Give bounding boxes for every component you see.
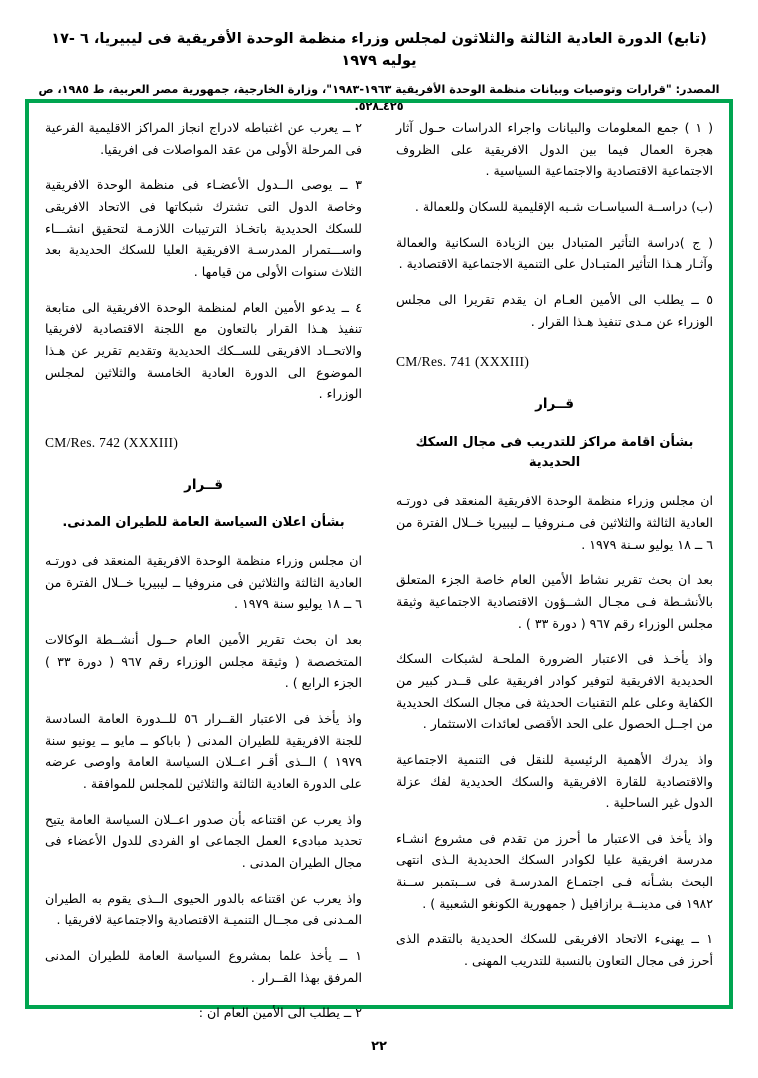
paragraph: واذ يعرب عن اقتناعه بالدور الحيوى الــذى يقوم به الطيران المـدنى فى مجــال التنميـة الاقتصادية والاجتماعية لافريقيا . [45,890,362,928]
paragraph: ١ ــ يأخذ علما بمشروع السياسة العامة للطيران المدنى المرفق بهذا القــرار . [45,947,362,985]
paragraph: ان مجلس وزراء منظمة الوحدة الافريقية المنعقد فى دورتـه العادية الثالثة والثلاثين فى منروفيا ــ ليبيريا خــلال الفترة من ٦ ــ ١٨ يوليو سنة ١٩٧٩ . [45,553,362,612]
paragraph: ان مجلس وزراء منظمة الوحدة الافريقية المنعقد فى دورتـه العادية الثالثة والثلاثين فى مـنروفيا ــ ليبيريا خــلال الفترة من ٦ ــ ١٨ يوليو سـنة ١٩٧٩ . [396,493,713,552]
paragraph: واذ يأخـذ فى الاعتبار الضرورة الملحـة لشبكات السكك الحديدية الافريقية لتوفير كوادر افريقية على قــدر كبير من الكفاية وعلى علم التقنيات الحديثة فى مجال السكك الحديدية من اجــل الحصول على الحد الأقصى لعائدات الاستثمار . [396,651,713,732]
paragraph: ( ج )دراسة التأثير المتبادل بين الزيادة السكانية والعمالة وآثـار هـذا التأثير المتبـادل على التنمية الاجتماعية الاقتصادية . [396,234,713,272]
resolution-subject: بشأن اقامة مراكز للتدريب فى مجال السكك الحديدية [415,434,694,471]
paragraph: ٥ ــ يطلب الى الأمين العـام ان يقدم تقريرا الى مجلس الوزراء عن مـدى تنفيذ هـذا القرار . [396,291,713,329]
paragraph: بعد ان بحث تقرير نشاط الأمين العام خاصة الجزء المتعلق بالأنشـطة فـى مجـال الشــؤون الاقتصادية الاجتماعية وثيقة مجلس الوزراء رقم ٩٦٧ ( دورة ٣٣ ) . [396,572,713,631]
header-title: (تابع) الدورة العادية الثالثة والثلاثون لمجلس وزراء منظمة الوحدة الأفريقية فى ليبيريا، ٦ -١٧ يوليه ١٩٧٩ [51,31,707,70]
two-column-body [45,117,713,1021]
paragraph: ( ١ ) جمع المعلومات والبيانات واجراء الدراسات حـول آثار هجرة العمال فيما بين الدول الافريقية على الظروف الاجتماعية الاقتصادية والاجتماعية السياسية . [396,120,713,179]
paragraph: (ب) دراســة السياسـات شـبه الإقليمية للسكان وللعمالة . [414,198,713,214]
paragraph: بعد ان بحث تقرير الأمين العام حــول أنشــطة الوكالات المتخصصة ( وثيقة مجلس الوزراء رقم ٩٦٧ ( دورة ٣٣ ) الجزء الرابع ) . [45,632,363,691]
resolution-heading: قــرار [535,396,574,413]
header-source: المصدر: "قرارات وتوصيات وبيانات منظمة الوحدة الأفريقية ١٩٦٣-١٩٨٣"، وزارة الخارجية، جمهورية مصر العربية، ط ١٩٨٥، ص ٤٢٥ـ٥٢٨. [38,82,720,113]
page-number: ٢٢ [371,1039,387,1054]
paragraph: ٣ ــ يوصى الــدول الأعضـاء فى منظمة الوحدة الافريقية وخاصة الدول التى تشترك شبكاتها فى الاتحاد الافريقى للسكك الحديدية باتخـاذ الترتيبات اللازمـة لتحقيق انشـــاء واســـتمرار المدرسـة الافريقية العليا للسكك الحديدية بعد الثلاث سنوات الأولى من قيامها . [45,177,362,279]
paragraph: ٢ ــ يطلب الى الأمين العام ان : [198,1005,362,1021]
paragraph: واذ يدرك الأهمية الرئيسية للنقل فى التنمية الاجتماعية والاقتصادية للقارة الافريقية والسكك الحديدية لفك عزلة الدول غير الساحلية . [396,751,713,811]
resolution-code: CM/Res. 742 (XXXIII) [45,434,179,450]
column-left [45,117,363,1021]
paragraph: واذ يعرب عن اقتناعه بأن صدور اعــلان السياسة العامة يتيح تحديد مبادىء العمل الجماعى او الفردى للدول الأعضاء فى مجال الطيران المدنى . [45,811,362,870]
paragraph: واذ يأخذ فى الاعتبار ما أحرز من تقدم فى مشروع انشـاء مدرسة افريقية عليا لكوادر السكك الحديدية الـذى انتهى البحث بشـأنه فـى اجتمـاع المدرسـة فى ســبتمبر ســنة ١٩٨٢ فى مدينــة برازافيل ( جمهورية الكونغو الشعبية ) . [396,830,713,911]
resolution-code: CM/Res. 741 (XXXIII) [396,354,530,370]
column-right [396,117,713,997]
paragraph: ١ ــ يهنىء الاتحاد الافريقى للسكك الحديدية بالتقدم الذى أحرز فى مجال التعاون بالنسبة للتدريب المهنى . [396,931,713,969]
paragraph: واذ يأخذ فى الاعتبار القــرار ٥٦ للــدورة العامة السادسة للجنة الافريقية للطيران المدنى ( باباكو ــ مايو ــ يونيو سنة ١٩٧٩ ) الــذى أقـر اعــلان السياسة العامة واوصى عرضه على الدورة العادية الثالثة والثلاثين للمجلس للموافقة . [45,711,362,792]
paragraph: ٢ ــ يعرب عن اغتباطه لادراج انجاز المراكز الاقليمية الفرعية فى المرحلة الأولى من عقد المواصلات فى افريقيا. [45,120,362,157]
resolution-subject: بشأن اعلان السياسة العامة للطيران المدنى. [62,515,345,531]
paragraph: ٤ ــ يدعو الأمين العام لمنظمة الوحدة الافريقية الى متابعة تنفيذ هـذا القرار بالتعاون مع اللجنة الاقتصادية لافريقيا والاتحــاد الافريقى للســكك الحديدية وتقديم تقرير عن هـذا الموضوع الى الدورة العادية الخامسة والثلاثين لمجلس الوزراء . [45,299,362,402]
resolution-heading: قــرار [184,477,223,494]
